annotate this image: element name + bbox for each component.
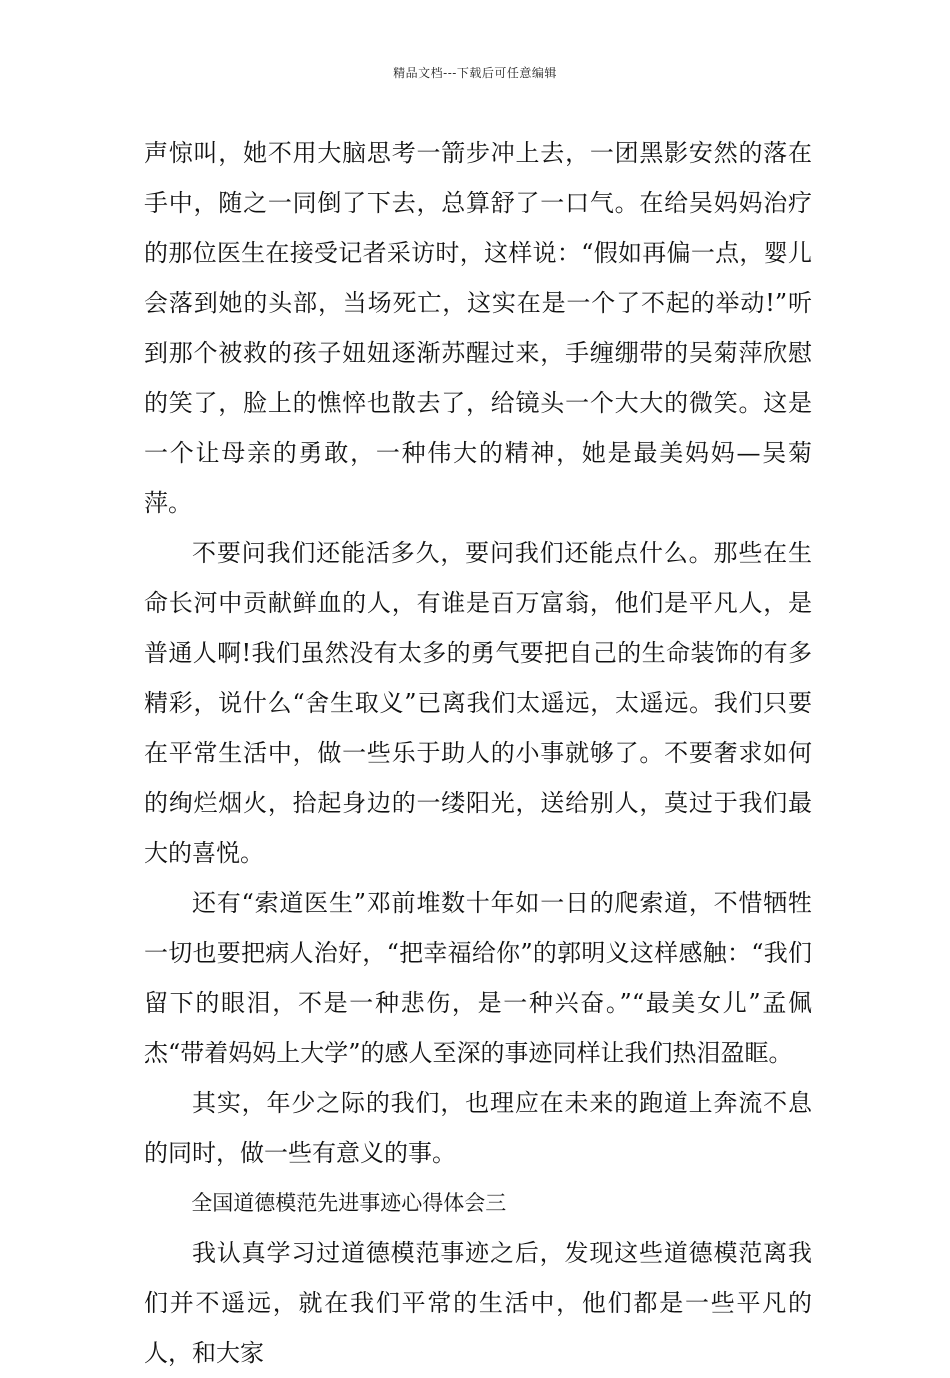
paragraph-2: 不要问我们还能活多久，要问我们还能点什么。那些在生命长河中贡献鲜血的人，有谁是百万富翁，他们是平凡人，是普通人啊!我们虽然没有太多的勇气要把自己的生命装饰的有多精彩，说什么“舍生取义”已离我们太遥远，太遥远。我们只要在平常生活中，做一些乐于助人的小事就够了。不要奢求如何的绚烂烟火，拾起身边的一缕阳光，送给别人，莫过于我们最大的喜悦。 [144, 539, 812, 867]
paragraph-continued: 声惊叫，她不用大脑思考一箭步冲上去，一团黑影安然的落在手中，随之一同倒了下去，总算舒了一口气。在给吴妈妈治疗的那位医生在接受记者采访时，这样说：“假如再偏一点，婴儿会落到她的头部，当场死亡，这实在是一个了不起的举动!”听到那个被救的孩子妞妞逐渐苏醒过来，手缠绷带的吴菊萍欣慰的笑了，脸上的憔悴也散去了，给镜头一个大大的微笑。这是一个让母亲的勇敢，一种伟大的精神，她是最美妈妈—吴菊萍。 [144, 139, 812, 517]
paragraph-4: 其实，年少之际的我们，也理应在未来的跑道上奔流不息的同时，做一些有意义的事。 [144, 1089, 812, 1167]
document-body [144, 128, 812, 1378]
paragraph-5: 我认真学习过道德模范事迹之后，发现这些道德模范离我们并不遥远，就在我们平常的生活中，他们都是一些平凡的人，和大家 [144, 1239, 812, 1367]
paragraph-3: 还有“索道医生”邓前堆数十年如一日的爬索道，不惜牺牲一切也要把病人治好，“把幸福给你”的郭明义这样感触：“我们留下的眼泪，不是一种悲伤，是一种兴奋。”“最美女儿”孟佩杰“带着妈妈上大学”的感人至深的事迹同样让我们热泪盈眶。 [144, 889, 812, 1067]
section-heading: 全国道德模范先进事迹心得体会三 [191, 1191, 507, 1215]
page-header: 精品文档---下载后可任意编辑 [393, 66, 557, 80]
